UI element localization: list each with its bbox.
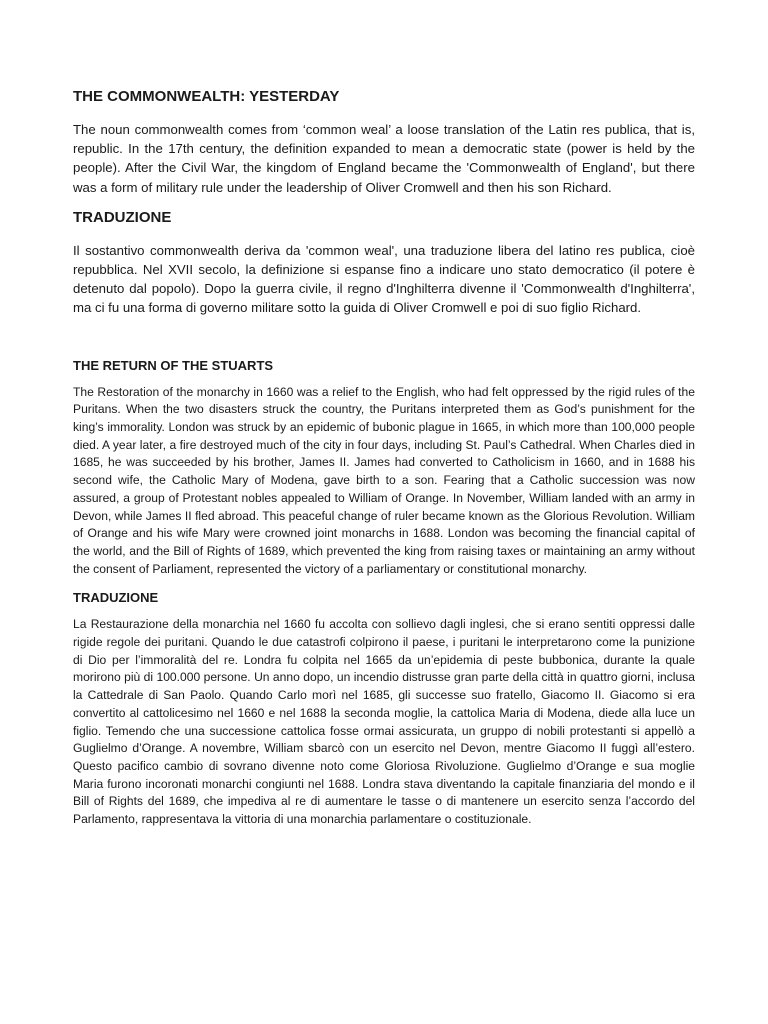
- section-title-commonwealth: THE COMMONWEALTH: YESTERDAY: [73, 88, 340, 105]
- paragraph-stuarts-english: The Restoration of the monarchy in 1660 was a relief to the English, who had felt oppressed by the rigid rules of the Puritans. When the two disasters struck the country, the Puritans interpreted them as God’s punishment for the king’s immorality. London was struck by an epidemic of bubonic plague in 1665, in which more than 100,000 people died. A year later, a fire destroyed much of the city in four days, including St. Paul’s Cathedral. When Charles died in 1685, he was succeeded by his brother, James II. James had converted to Catholicism in 1660, and in 1688 his second wife, the Catholic Mary of Modena, gave birth to a son. Fearing that a Catholic succession was now assured, a group of Protestant nobles appealed to William of Orange. In November, William landed with an army in Devon, while James II fled abroad. This peaceful change of ruler became known as the Glorious Revolution. William of Orange and his wife Mary were crowned joint monarchs in 1688. London was becoming the financial capital of the world, and the Bill of Rights of 1689, which prevented the king from raising taxes or maintaining an army without the consent of Parliament, represented the victory of a parliamentary or constitutional monarchy.: [73, 384, 695, 576]
- paragraph-commonwealth-italian: Il sostantivo commonwealth deriva da 'common weal', una traduzione libera del latino res publica, cioè repubblica. Nel XVII secolo, la definizione si espanse fino a indicare uno stato democratico (il potere è detenuto dal popolo). Dopo la guerra civile, il regno d'Inghilterra divenne il 'Commonwealth d'Inghilterra', ma ci fu una forma di governo militare sotto la guida di Oliver Cromwell e poi di suo figlio Richard.: [73, 242, 695, 316]
- paragraph-stuarts-italian: La Restaurazione della monarchia nel 1660 fu accolta con sollievo dagli inglesi, che si erano sentiti oppressi dalle rigide regole dei puritani. Quando le due catastrofi colpirono il paese, i puritani le interpretarono come la punizione di Dio per l’immoralità del re. Londra fu colpita nel 1665 da un’epidemia di peste bubbonica, durante la quale morirono più di 100.000 persone. Un anno dopo, un incendio distrusse gran parte della città in quattro giorni, inclusa la Cattedrale di San Paolo. Quando Carlo morì nel 1685, gli successe suo fratello, Giacomo II. Giacomo si era convertito al cattolicesimo nel 1660 e nel 1688 la seconda moglie, la cattolica Maria di Modena, diede alla luce un figlio. Temendo che una successione cattolica fosse ormai assicurata, un gruppo di nobili protestanti si appellò a Guglielmo d’Orange. A novembre, William sbarcò con un esercito nel Devon, mentre Giacomo II fuggì all’estero. Questo pacifico cambio di sovrano divenne noto come Gloriosa Rivoluzione. Guglielmo d’Orange e sua moglie Maria furono incoronati monarchi congiunti nel 1688. Londra stava diventando la capitale finanziaria del mondo e il Bill of Rights del 1689, che impediva al re di aumentare le tasse o di mantenere un esercito senza l’accordo del Parlamento, rappresentava la vittoria di una monarchia parlamentare o costituzionale.: [73, 617, 695, 827]
- paragraph-commonwealth-english: The noun commonwealth comes from ‘common weal’ a loose translation of the Latin res publica, that is, republic. In the 17th century, the definition expanded to mean a democratic state (power is held by the people). After the Civil War, the kingdom of England became the 'Commonwealth of England', but there was a form of military rule under the leadership of Oliver Cromwell and then his son Richard.: [73, 122, 695, 195]
- section-title-stuarts: THE RETURN OF THE STUARTS: [73, 357, 274, 373]
- section-title-translation-1: TRADUZIONE: [73, 208, 172, 226]
- section-title-translation-2: TRADUZIONE: [73, 590, 159, 606]
- section-spacer: [73, 330, 695, 358]
